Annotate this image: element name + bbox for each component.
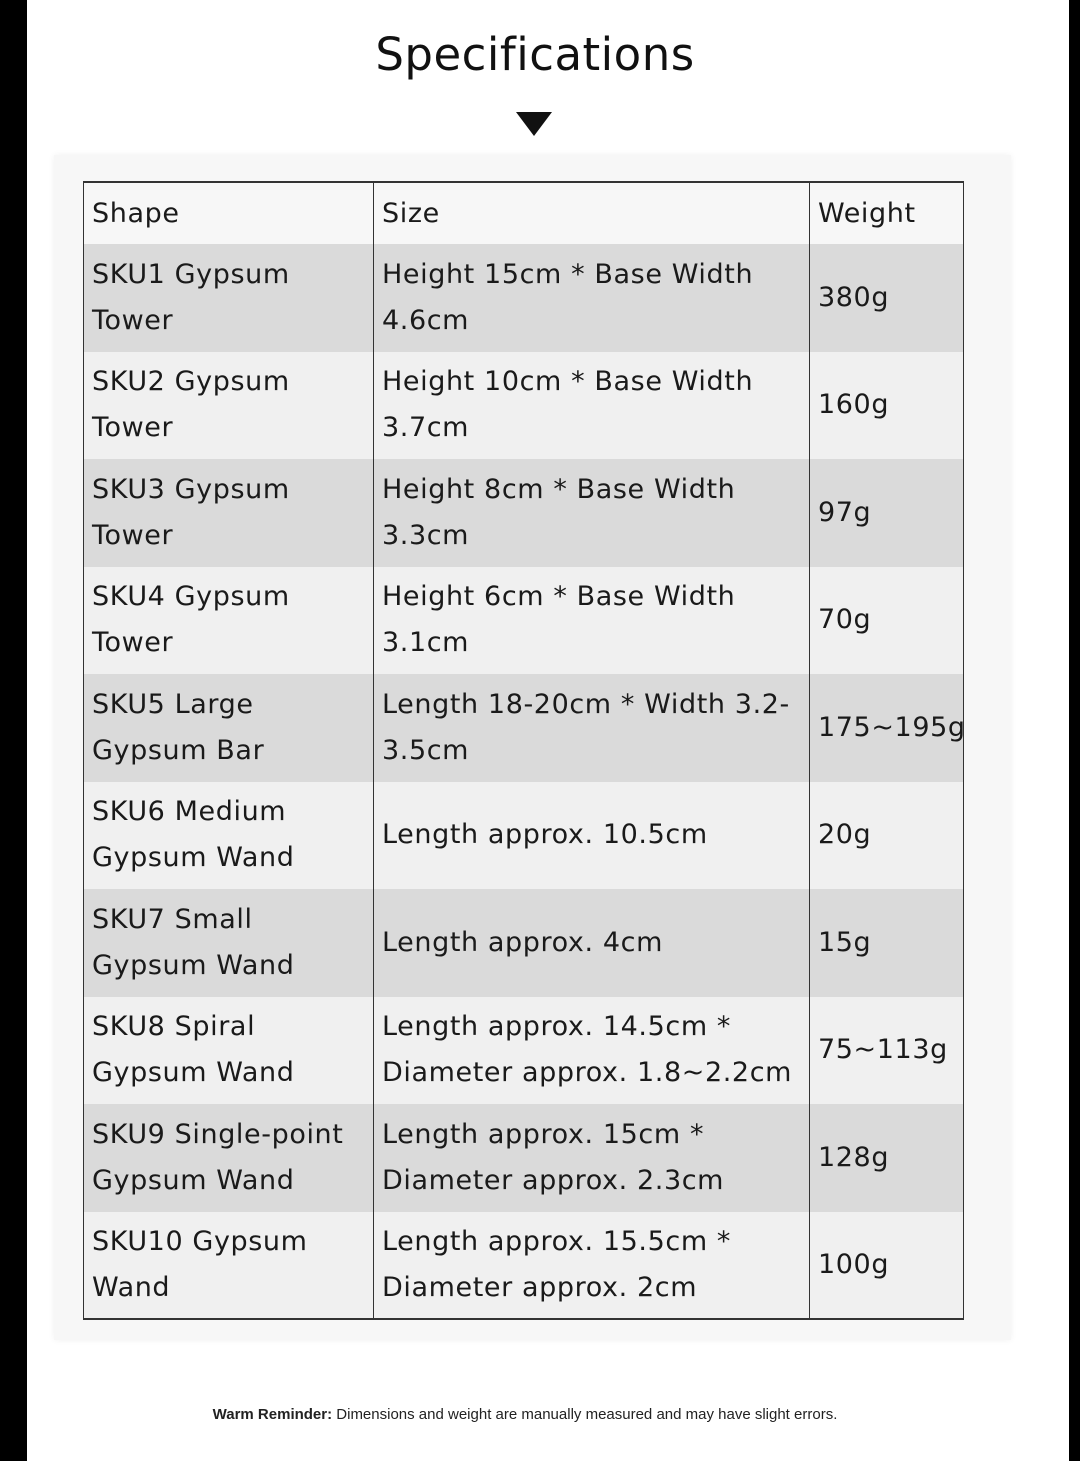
table-row — [84, 1212, 964, 1320]
header-size: Size — [374, 182, 810, 244]
header-shape: Shape — [84, 182, 374, 244]
cell-shape: SKU6 Medium Gypsum Wand — [84, 782, 374, 890]
reminder-label: Warm Reminder: — [212, 1406, 333, 1423]
reminder-text: Dimensions and weight are manually measured and may have slight errors. — [332, 1406, 838, 1423]
cell-size: Height 8cm * Base Width 3.3cm — [374, 459, 810, 567]
cell-weight: 128g — [810, 1104, 964, 1212]
cell-size: Length approx. 10.5cm — [374, 782, 810, 890]
warm-reminder — [0, 1406, 1050, 1423]
cell-shape: SKU8 Spiral Gypsum Wand — [84, 997, 374, 1105]
table-row — [84, 352, 964, 460]
table-header-row — [84, 182, 964, 244]
cell-weight: 75~113g — [810, 997, 964, 1105]
table-row — [84, 674, 964, 782]
header-weight: Weight — [810, 182, 964, 244]
table-row — [84, 567, 964, 675]
cell-shape: SKU10 Gypsum Wand — [84, 1212, 374, 1320]
table-row — [84, 459, 964, 567]
spec-table — [83, 181, 964, 1320]
cell-weight: 20g — [810, 782, 964, 890]
cell-shape: SKU5 Large Gypsum Bar — [84, 674, 374, 782]
cell-size: Length 18-20cm * Width 3.2-3.5cm — [374, 674, 810, 782]
cell-size: Length approx. 14.5cm * Diameter approx. 1.8~2.2cm — [374, 997, 810, 1105]
cell-weight: 70g — [810, 567, 964, 675]
table-row — [84, 782, 964, 890]
table-row — [84, 997, 964, 1105]
cell-weight: 380g — [810, 244, 964, 352]
table-row — [84, 244, 964, 352]
cell-size: Height 15cm * Base Width 4.6cm — [374, 244, 810, 352]
cell-weight: 175~195g — [810, 674, 964, 782]
table-row — [84, 889, 964, 997]
table-row — [84, 1104, 964, 1212]
cell-weight: 15g — [810, 889, 964, 997]
cell-shape: SKU1 Gypsum Tower — [84, 244, 374, 352]
cell-weight: 97g — [810, 459, 964, 567]
cell-weight: 160g — [810, 352, 964, 460]
cell-shape: SKU3 Gypsum Tower — [84, 459, 374, 567]
cell-shape: SKU2 Gypsum Tower — [84, 352, 374, 460]
cell-size: Length approx. 15.5cm * Diameter approx. 2cm — [374, 1212, 810, 1320]
right-margin — [1043, 0, 1069, 1461]
cell-size: Length approx. 4cm — [374, 889, 810, 997]
cell-size: Height 10cm * Base Width 3.7cm — [374, 352, 810, 460]
cell-size: Length approx. 15cm * Diameter approx. 2.3cm — [374, 1104, 810, 1212]
page-title: Specifications — [375, 28, 695, 81]
cell-shape: SKU7 Small Gypsum Wand — [84, 889, 374, 997]
cell-shape: SKU9 Single-point Gypsum Wand — [84, 1104, 374, 1212]
cell-shape: SKU4 Gypsum Tower — [84, 567, 374, 675]
cell-size: Height 6cm * Base Width 3.1cm — [374, 567, 810, 675]
down-triangle-icon — [516, 112, 552, 136]
cell-weight: 100g — [810, 1212, 964, 1320]
